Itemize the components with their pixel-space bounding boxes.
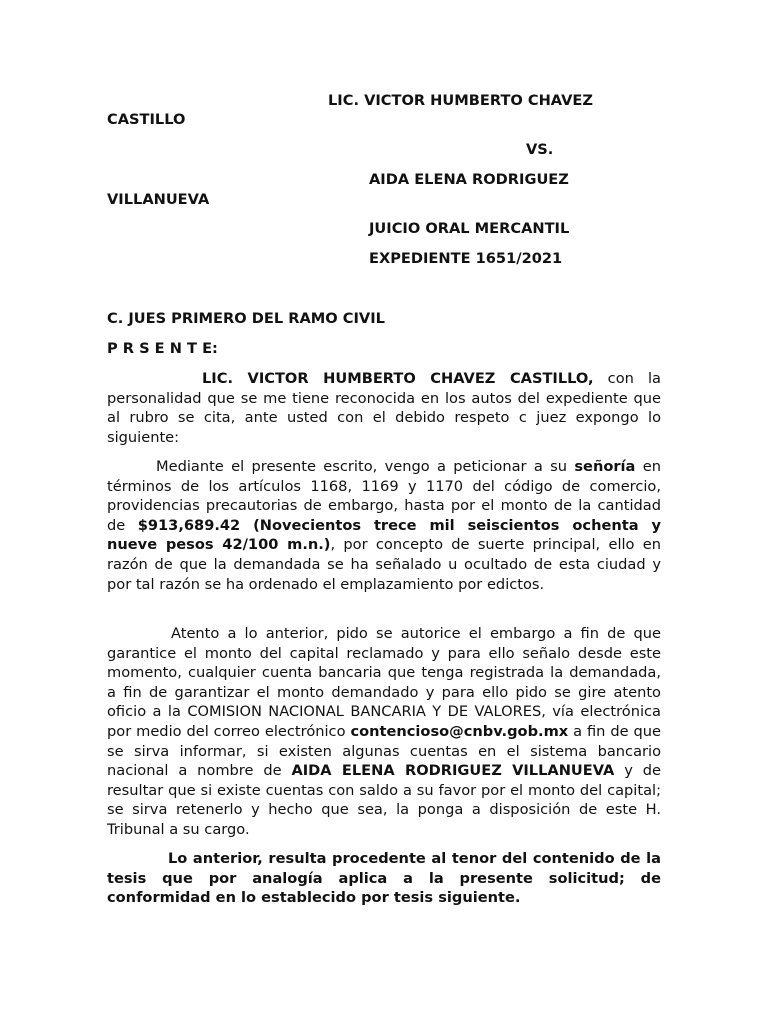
petition-paragraph (107, 457, 661, 594)
request-defendant-name: AIDA ELENA RODRIGUEZ VILLANUEVA (291, 762, 615, 780)
petition-text-2: en términos de los artículos 1168, 1169 y 1170 del código de comercio, providencias precautorias de embargo, hasta por el monto de la cantidad de (107, 458, 661, 534)
request-email: contencioso@cnbv.gob.mx (350, 722, 569, 740)
petition-amount: $913,689.42 (Novecientos trece mil seiscientos ochenta y nueve pesos 42/100 m.n.) (107, 516, 661, 554)
plaintiff-name-line2: CASTILLO (107, 111, 186, 128)
addressee-judge: C. JUES PRIMERO DEL RAMO CIVIL (107, 310, 385, 327)
petition-text-1: Mediante el presente escrito, vengo a peticionar a su (156, 458, 575, 475)
addressee-present: P R S E N T E: (107, 340, 218, 357)
case-number: EXPEDIENTE 1651/2021 (369, 250, 563, 267)
intro-name: LIC. VICTOR HUMBERTO CHAVEZ CASTILLO, (202, 370, 594, 387)
petition-text-3: , por concepto de suerte principal, ello en razón de que la demandada se ha señalado u ocultado de esta ciudad y por tal razón se ha ordenado el emplazamiento por edictos. (107, 536, 661, 593)
request-paragraph (107, 624, 661, 840)
request-text-1: Atento a lo anterior, pido se autorice el embargo a fin de que garantice el monto del capital reclamado y para ello señalo desde este momento, cualquier cuenta bancaria que tenga registrada la demandada, a fin de garantizar el monto demandado y para ello pido se gire atento oficio a la COMISION NACIONAL BANCARIA Y DE VALORES, vía electrónica por medio del correo electrónico (107, 625, 661, 740)
plaintiff-name-line1: LIC. VICTOR HUMBERTO CHAVEZ (328, 92, 593, 109)
document-page (107, 0, 661, 1024)
request-text-2: a fin de que se sirva informar, si existen algunas cuentas en el sistema bancario nacional a nombre de (107, 722, 661, 780)
intro-text: con la personalidad que se me tiene reconocida en los autos del expediente que al rubro se cita, ante usted con el debido respeto c juez expongo lo siguiente: (107, 370, 661, 446)
versus-label: VS. (526, 141, 554, 158)
defendant-name-line2: VILLANUEVA (107, 191, 210, 208)
trial-type: JUICIO ORAL MERCANTIL (369, 220, 570, 237)
request-text-3: y de resultar que si existe cuentas con saldo a su favor por el monto del capital; se sirva retenerlo y hecho que sea, la ponga a disposición de este H. Tribunal a su cargo. (107, 762, 661, 838)
intro-paragraph (107, 369, 661, 447)
closing-paragraph: Lo anterior, resulta procedente al tenor del contenido de la tesis que por analogía aplica a la presente solicitud; de conformidad en lo establecido por tesis siguiente. (107, 850, 661, 907)
petition-honor: señoría (574, 458, 636, 475)
defendant-name-line1: AIDA ELENA RODRIGUEZ (369, 171, 569, 188)
